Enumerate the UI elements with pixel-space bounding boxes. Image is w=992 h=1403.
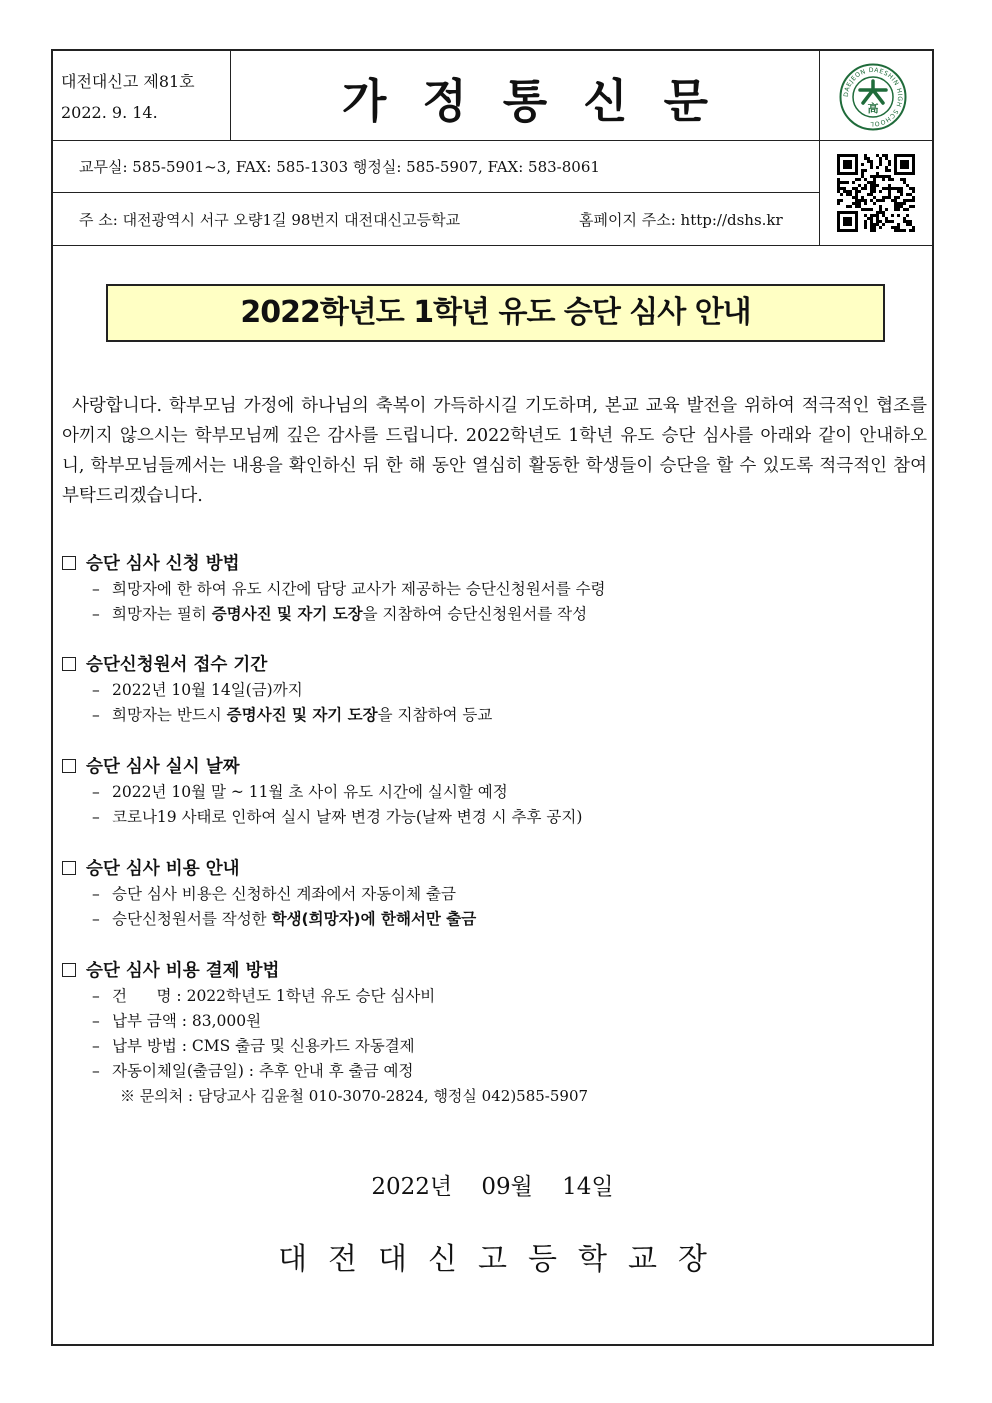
phone-fax-line: 교무실: 585-5901~3, FAX: 585-1303 행정실: 585-5907, FAX: 583-8061 <box>79 158 600 176</box>
title-cell <box>231 51 820 141</box>
issue-date-footer: 2022년 09월 14일 <box>371 1174 614 1200</box>
section-title: 승단신청원서 접수 기간 <box>62 652 922 678</box>
qr-cell <box>820 141 932 246</box>
checkbox-icon <box>62 556 76 570</box>
issue-number: 대전대신고 제81호 <box>61 72 195 91</box>
section-title: 승단 심사 신청 방법 <box>62 551 922 577</box>
logo-center-glyph: 高 <box>867 102 879 115</box>
contact-note: ※ 문의처 : 담당교사 김윤철 010-3070-2824, 행정실 042)585-5907 <box>120 1087 589 1105</box>
checkbox-icon <box>62 963 76 977</box>
list-item: – 2022년 10월 말 ~ 11월 초 사이 유도 시간에 실시할 예정 <box>92 783 508 801</box>
logo-cell <box>820 51 932 141</box>
section-title: 승단 심사 비용 결제 방법 <box>62 958 922 984</box>
address-cell <box>53 193 820 246</box>
list-item: – 승단 심사 비용은 신청하신 계좌에서 자동이체 출금 <box>92 885 456 903</box>
checkbox-icon <box>62 861 76 875</box>
svg-text:DAEJEON DAESHIN HIGH SCHOOL <box>843 67 903 127</box>
section-exam-date <box>62 754 922 830</box>
list-item: – 코로나19 사태로 인하여 실시 날짜 변경 가능(날짜 변경 시 추후 공지) <box>92 808 583 826</box>
logo-ring-text: DAEJEON DAESHIN HIGH SCHOOL <box>842 66 904 128</box>
list-item: – 자동이체일(출금일) : 추후 안내 후 출금 예정 <box>92 1062 414 1080</box>
letterhead <box>53 51 932 246</box>
school-logo-icon <box>839 63 907 131</box>
list-item: – 2022년 10월 14일(금)까지 <box>92 681 303 699</box>
section-fee-info <box>62 856 922 932</box>
list-item: – 희망자에 한 하여 유도 시간에 담당 교사가 제공하는 승단신청원서를 수령 <box>92 580 606 598</box>
newsletter-title: 가정통신문 <box>341 74 745 128</box>
section-title: 승단 심사 실시 날짜 <box>62 754 922 780</box>
principal-signature: 대전대신고등학교장 <box>278 1242 728 1277</box>
section-title: 승단 심사 비용 안내 <box>62 856 922 882</box>
issue-date: 2022. 9. 14. <box>61 103 158 122</box>
contact-cell <box>53 141 820 193</box>
section-application-method <box>62 551 922 627</box>
homepage-line[interactable]: 홈페이지 주소: http://dshs.kr <box>579 211 783 229</box>
list-item: – 승단신청원서를 작성한 학생(희망자)에 한해서만 출금 <box>92 910 477 928</box>
document-frame <box>51 49 934 1346</box>
notice-title: 2022학년도 1학년 유도 승단 심사 안내 <box>106 284 885 342</box>
checkbox-icon <box>62 657 76 671</box>
list-item: – 희망자는 필히 증명사진 및 자기 도장을 지참하여 승단신청원서를 작성 <box>92 605 588 623</box>
section-payment-method <box>62 958 922 1109</box>
list-item: – 납부 방법 : CMS 출금 및 신용카드 자동결제 <box>92 1037 415 1055</box>
checkbox-icon <box>62 759 76 773</box>
issue-cell <box>53 51 231 141</box>
list-item: – 납부 금액 : 83,000원 <box>92 1012 262 1030</box>
list-item: – 건 명 : 2022학년도 1학년 유도 승단 심사비 <box>92 987 436 1005</box>
intro-paragraph: 사랑합니다. 학부모님 가정에 하나님의 축복이 가득하시길 기도하며, 본교 교육 발전을 위하여 적극적인 협조를 아끼지 않으시는 학부모님께 깊은 감사를 드립니다. 2022학년도 1학년 유도 승단 심사를 아래와 같이 안내하오니, 학부모님들께서는 내용을 확인하신 뒤 한 해 동안 열심히 활동한 학생들이 승단을 할 수 있도록 적극적인 참여 부탁드리겠습니다. <box>62 396 927 506</box>
list-item: – 희망자는 반드시 증명사진 및 자기 도장을 지참하여 등교 <box>92 706 493 724</box>
section-submission-period <box>62 652 922 728</box>
qr-code-icon[interactable] <box>837 154 915 232</box>
address-line: 주 소: 대전광역시 서구 오량1길 98번지 대전대신고등학교 <box>79 211 461 229</box>
